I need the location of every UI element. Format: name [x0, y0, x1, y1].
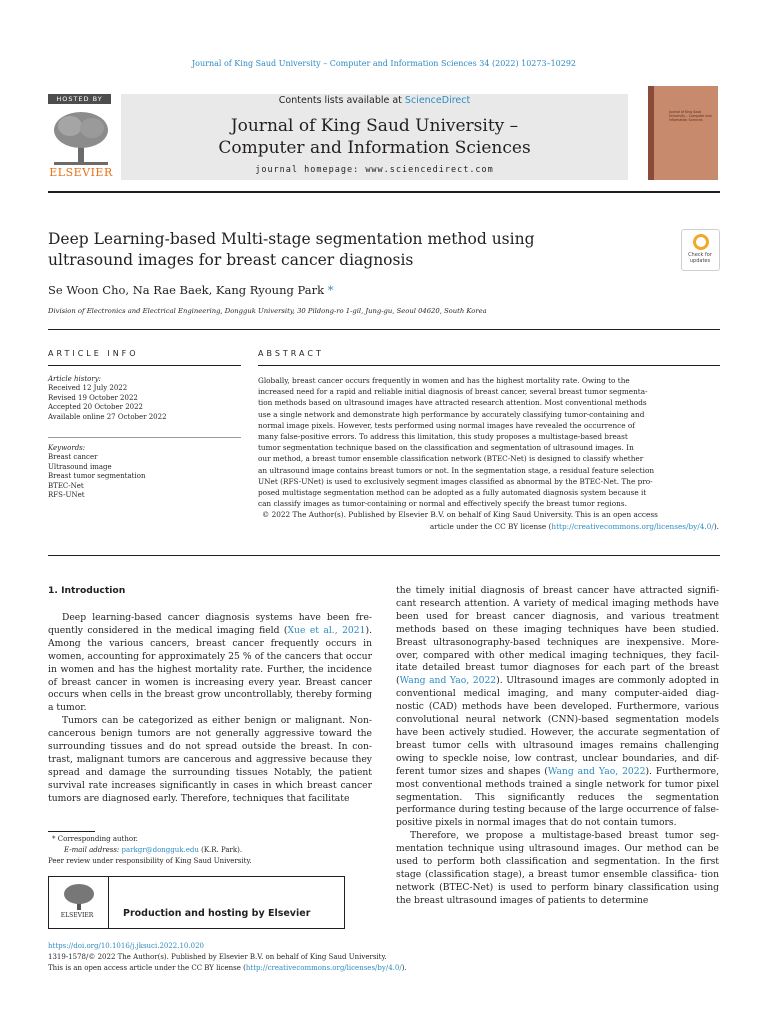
abstract-line: tion methods based on ultrasound images have attracted research attention. Most conventional methods — [258, 398, 647, 408]
masthead-divider — [48, 191, 720, 193]
left-column — [48, 612, 372, 806]
text: ). Furthermore, most conventional methods trained a single network for tumor pixel segmentation. This significantly reduces the segmentation performance during testing because of the large occurrence of false-positive pixels in normal images that do not contain tumors. — [396, 765, 719, 829]
journal-cover-image — [648, 86, 718, 180]
abstract-line: posed multistage segmentation method can be adopted as a fully automated diagnosis system because it — [258, 488, 647, 498]
contents-prefix: Contents lists available at — [278, 95, 405, 106]
open-access-line — [48, 963, 728, 974]
abstract-line: normal image pixels. However, tests performed using normal images have revealed the occurrence of — [258, 420, 635, 430]
text: ). Among the various cancers, breast cancer frequently occurs in women, accounting for approximately 25 % of the cancers that occur in women and has the highest mortality rate. Further, the incidence of breast cancer in women is increasing every year. Breast cancer occurs when cells in the breast grow uncontrollably, thereby forming a tumor. — [48, 624, 372, 714]
section-heading-introduction: 1. Introduction — [48, 585, 126, 596]
author-list — [48, 283, 648, 297]
intro-paragraph-2: Tumors can be categorized as either benign or malignant. Non- cancerous benign tumors are not generally aggressive toward the surrounding tissues and do not spread outside the breast. In con- trast, malignant tumors are cancerous and aggressive because they spread and damage the surrounding tissues Notably, the patient survival rate increases significantly in cases in which breast cancer tumors are diagnosed early. Therefore, techniques that facilitate — [48, 715, 372, 804]
article-title — [48, 229, 648, 271]
citation-link[interactable]: Wang and Yao, 2022 — [399, 675, 497, 687]
citation-link[interactable]: Xue et al., 2021 — [287, 624, 366, 636]
keywords-rule — [48, 437, 241, 438]
history-online: Available online 27 October 2022 — [48, 412, 167, 421]
check-updates-icon — [693, 234, 709, 250]
contents-line — [121, 95, 628, 106]
elsevier-tree-logo-icon — [50, 108, 112, 166]
journal-cover-text: Journal of King Saud University – Computer and Information Sciences — [669, 110, 712, 122]
keywords-label: Keywords: — [48, 444, 86, 452]
keyword-item: RFS-UNet — [48, 491, 85, 500]
authors-text: Se Woon Cho, Na Rae Baek, Kang Ryoung Park — [48, 283, 325, 297]
keywords — [48, 444, 243, 500]
history-revised: Revised 19 October 2022 — [48, 393, 138, 402]
text: ). Ultrasound images are commonly adopted in conventional medical imaging, and many computer-aided diag- nostic (CAD) methods have been developed. Furthermore, various convolutional neural network (CNN)-based segmentation models have been actively studied. However, the accurate segmentation of breast tumor cells with ultrasound images remains challenging owing to speckle noise, low contrast, unclear boundaries, and dif- ferent tumor sizes and shapes ( — [396, 675, 719, 777]
copyright-line2 — [258, 521, 719, 532]
copyright-line1: © 2022 The Author(s). Published by Elsevier B.V. on behalf of King Saud University. This is an open access — [262, 510, 658, 520]
email-suffix: (K.R. Park). — [198, 846, 243, 854]
license-link[interactable]: http://creativecommons.org/licenses/by/4.0/ — [551, 521, 714, 531]
intro-paragraph-3 — [396, 585, 719, 830]
issn-line: 1319-1578/© 2022 The Author(s). Published by Elsevier B.V. on behalf of King Saud University. — [48, 953, 387, 961]
abstract-bottom-rule — [48, 555, 720, 556]
hosting-separator — [108, 876, 109, 929]
email-note — [52, 845, 372, 856]
text: the timely initial diagnosis of breast cancer have attracted signifi- cant research attention. A variety of medical imaging methods have been used for breast cancer diagnosis, and various treatment methods based on these imaging techniques have been studied. Breast ultrasonography-based techniques are inexpensive. More- over, compared with other medical imaging techniques, they facil- itate detailed breast tumor diagnoses for each part of the breast ( — [396, 585, 719, 687]
running-header[interactable]: Journal of King Saud University – Computer and Information Sciences 34 (2022) 10273–10292 — [191, 59, 577, 68]
license-prefix: article under the CC BY license ( — [429, 521, 552, 531]
history-received: Received 12 July 2022 — [48, 384, 128, 393]
footnote-rule — [48, 831, 95, 832]
sciencedirect-link[interactable]: ScienceDirect — [404, 95, 471, 106]
history-label: Article history: — [48, 375, 102, 383]
abstract-line: Globally, breast cancer occurs frequently in women and has the highest mortality rate. Owing to the — [258, 376, 630, 385]
check-updates-label: Check for updates — [688, 252, 712, 264]
hosted-by-label: HOSTED BY — [48, 94, 111, 104]
keyword-item: Ultrasound image — [48, 462, 112, 471]
license-suffix: ). — [713, 521, 719, 531]
keyword-item: BTEC-Net — [48, 481, 84, 490]
elsevier-logo-text: ELSEVIER — [49, 166, 113, 179]
article-history — [48, 375, 243, 422]
citation-link[interactable]: Wang and Yao, 2022 — [547, 765, 646, 777]
abstract-line: UNet (RFS-UNet) is used to exclusively segment images classified as abnormal by the BTEC-Net. The pro- — [258, 476, 653, 486]
abstract-line: use a single network and demonstrate high performance by accurately classifying tumor-containing and — [258, 409, 645, 419]
corresponding-author-mark[interactable]: * — [327, 283, 334, 297]
keyword-item: Breast cancer — [48, 453, 98, 462]
bottom-notes — [48, 941, 728, 974]
history-accepted: Accepted 20 October 2022 — [48, 403, 144, 412]
abstract-body — [258, 375, 719, 532]
affiliation: Division of Electronics and Electrical Engineering, Dongguk University, 30 Pildong-ro 1-gil, Jung-gu, Seoul 04620, South Korea — [48, 307, 487, 315]
peer-review-note: Peer review under responsibility of King Saud University. — [48, 857, 252, 865]
abstract-line: tumor segmentation technique based on the classification and segmentation of ultrasound images. In — [258, 443, 634, 453]
article-title-line2: ultrasound images for breast cancer diagnosis — [48, 251, 414, 269]
hosting-logo-text: ELSEVIER — [60, 912, 94, 919]
footnotes — [48, 834, 372, 867]
doi-link[interactable]: https://doi.org/10.1016/j.jksuci.2022.10.020 — [48, 942, 204, 950]
right-column — [396, 585, 719, 908]
abstract-rule — [258, 365, 720, 366]
intro-paragraph-4: Therefore, we propose a multistage-based breast tumor seg- mentation technique using ultrasound images. Our method can be used to perform both classification and segmentation. In the first stage (classification stage), a breast tumor ensemble classifica- tion network (BTEC-Net) is used to perform binary classification using the breast ultrasound images of patients to determine — [396, 830, 719, 906]
elsevier-small-tree-icon — [62, 882, 96, 912]
article-title-line1: Deep Learning-based Multi-stage segmentation method using — [48, 230, 535, 248]
abstract-line: an ultrasound image contains breast tumors or not. In the segmentation stage, a residual feature selection — [258, 465, 655, 475]
abstract-line: can classify images as tumor-containing or normal and effectively specify the breast tumor regions. — [258, 499, 627, 509]
text: ). — [401, 964, 407, 972]
journal-homepage[interactable]: journal homepage: www.sciencedirect.com — [255, 165, 494, 175]
journal-title — [121, 115, 628, 159]
journal-cover-spine — [648, 86, 654, 180]
license-link[interactable]: http://creativecommons.org/licenses/by/4.0/ — [245, 964, 402, 972]
email-label: E-mail address: — [64, 846, 122, 854]
article-info-heading: ARTICLE INFO — [48, 349, 139, 358]
abstract-heading: ABSTRACT — [258, 349, 324, 358]
abstract-line: our method, a breast tumor ensemble classification network (BTEC-Net) is designed to classify whether — [258, 454, 644, 464]
corresponding-author-note: * Corresponding author. — [52, 835, 138, 843]
journal-title-line1: Journal of King Saud University – — [230, 116, 519, 136]
text: Deep learning-based cancer diagnosis systems have been fre- quently considered in the medical imaging field ( — [48, 612, 372, 636]
intro-paragraph-1 — [48, 612, 372, 715]
journal-title-line2: Computer and Information Sciences — [218, 138, 531, 158]
keyword-item: Breast tumor segmentation — [48, 472, 146, 481]
hosting-text: Production and hosting by Elsevier — [123, 908, 311, 919]
email-link[interactable]: parkgr@dongguk.edu — [121, 846, 199, 854]
article-info-rule — [48, 365, 241, 366]
abstract-line: increased need for a rapid and reliable initial diagnosis of breast cancer, several breast tumor segmenta- — [258, 387, 648, 397]
header-rule — [48, 329, 720, 330]
abstract-line: many false-positive errors. To address this limitation, this study proposes a multistage-based breast — [258, 432, 628, 442]
text: This is an open access article under the CC BY license ( — [48, 964, 246, 972]
